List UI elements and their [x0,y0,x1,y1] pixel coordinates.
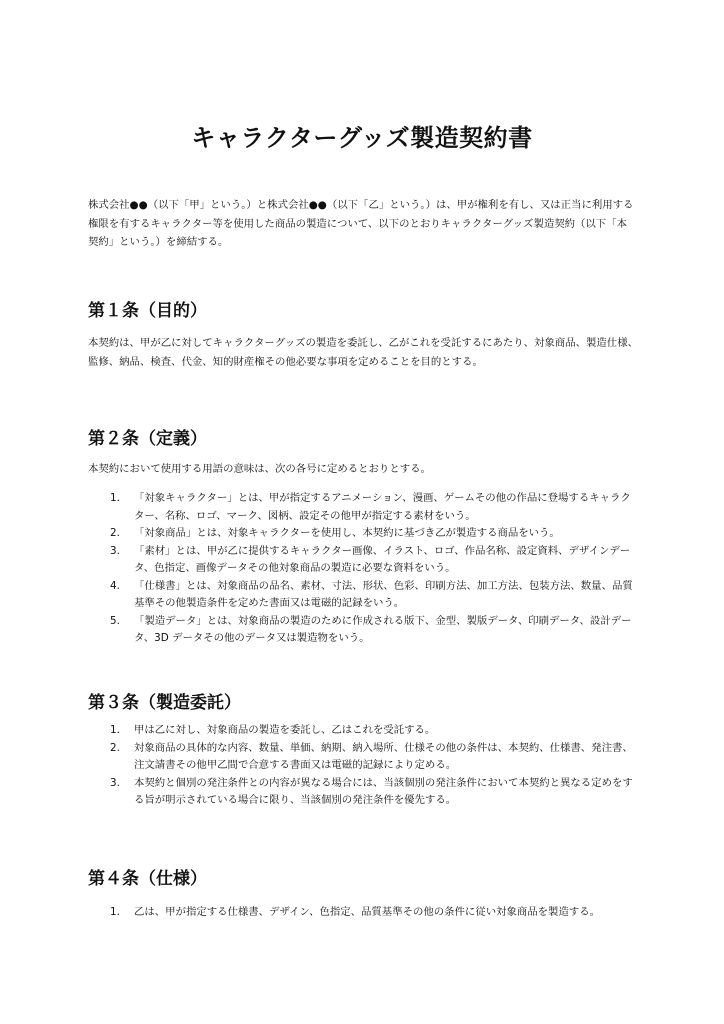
list-item [88,740,640,775]
list-item-number: 4. [110,579,120,592]
article-2-heading: 第２条（定義） [88,429,207,449]
list-item-text: 「対象商品」とは、対象キャラクターを使用し、本契約に基づき乙が製造する商品をいう。 [134,527,560,539]
list-item-text: 対象商品の具体的な内容、数量、単価、納期、納入場所、仕様その他の条件は、本契約、仕様書、発注書、注文請書その他甲乙間で合意する書面又は電磁的記録により定める。 [134,741,633,771]
article-3-list [88,722,640,810]
list-item-text: 「製造データ」とは、対象商品の製造のために作成される版下、金型、製版データ、印刷データ、設計データ、3D データその他のデータ又は製造物をいう。 [134,614,632,644]
list-item-text: 「素材」とは、甲が乙に提供するキャラクター画像、イラスト、ロゴ、作品名称、設定資料、デザインデータ、色指定、画像データその他対象商品の製造に必要な資料をいう。 [134,544,631,574]
list-item-number: 3. [110,776,120,789]
list-item-number: 5. [110,614,120,627]
article-1-heading: 第１条（目的） [88,301,207,321]
list-item-number: 1. [110,906,120,918]
list-item-number: 2. [110,741,120,754]
list-item [88,490,640,525]
article-1-paragraph: 本契約は、甲が乙に対してキャラクターグッズの製造を委託し、乙がこれを受託するにあたり、対象商品、製造仕様、監修、納品、検査、代金、知的財産権その他必要な事項を定めることを目的とする。 [88,337,638,368]
list-item [88,775,640,810]
list-item [88,722,640,740]
list-item-text: 「対象キャラクター」とは、甲が指定するアニメーション、漫画、ゲームその他の作品に登場するキャラクター、名称、ロゴ、マーク、図柄、設定その他甲が指定する素材をいう。 [134,492,631,522]
list-item-text: 甲は乙に対し、対象商品の製造を委託し、乙はこれを受託する。 [134,724,436,736]
list-item-number: 2. [110,527,120,539]
article-4-heading: 第４条（仕様） [88,869,207,889]
list-item-text: 「仕様書」とは、対象商品の品名、素材、寸法、形状、色彩、印刷方法、加工方法、包装方法、数量、品質基準その他製造条件を定めた書面又は電磁的記録をいう。 [134,579,633,609]
list-item-text: 本契約と個別の発注条件との内容が異なる場合には、当該個別の発注条件において本契約と異なる定めをする旨が明示されている場合に限り、当該個別の発注条件を優先する。 [134,776,633,806]
article-4-list [88,904,640,922]
article-2-list [88,490,640,648]
article-3-heading: 第３条（製造委託） [88,693,241,713]
article-2-paragraph: 本契約において使用する用語の意味は、次の各号に定めるとおりとする。 [88,463,431,475]
list-item [88,904,640,922]
list-item-number: 1. [110,492,120,504]
list-item [88,613,640,648]
preamble-paragraph: 株式会社●●（以下「甲」という。）と株式会社●●（以下「乙」という。）は、甲が権利を有し、又は正当に利用する権限を有するキャラクター等を使用した商品の製造について、以下のとおりキャラクターグッズ製造契約（以下「本契約」という。）を締結する。 [88,199,634,248]
document-title: キャラクターグッズ製造契約書 [191,124,533,152]
list-item-number: 3. [110,544,120,557]
list-item-number: 1. [110,724,120,736]
list-item-text: 乙は、甲が指定する仕様書、デザイン、色指定、品質基準その他の条件に従い対象商品を製造する。 [134,906,601,918]
list-item [88,543,640,578]
list-item [88,578,640,613]
list-item [88,525,640,543]
